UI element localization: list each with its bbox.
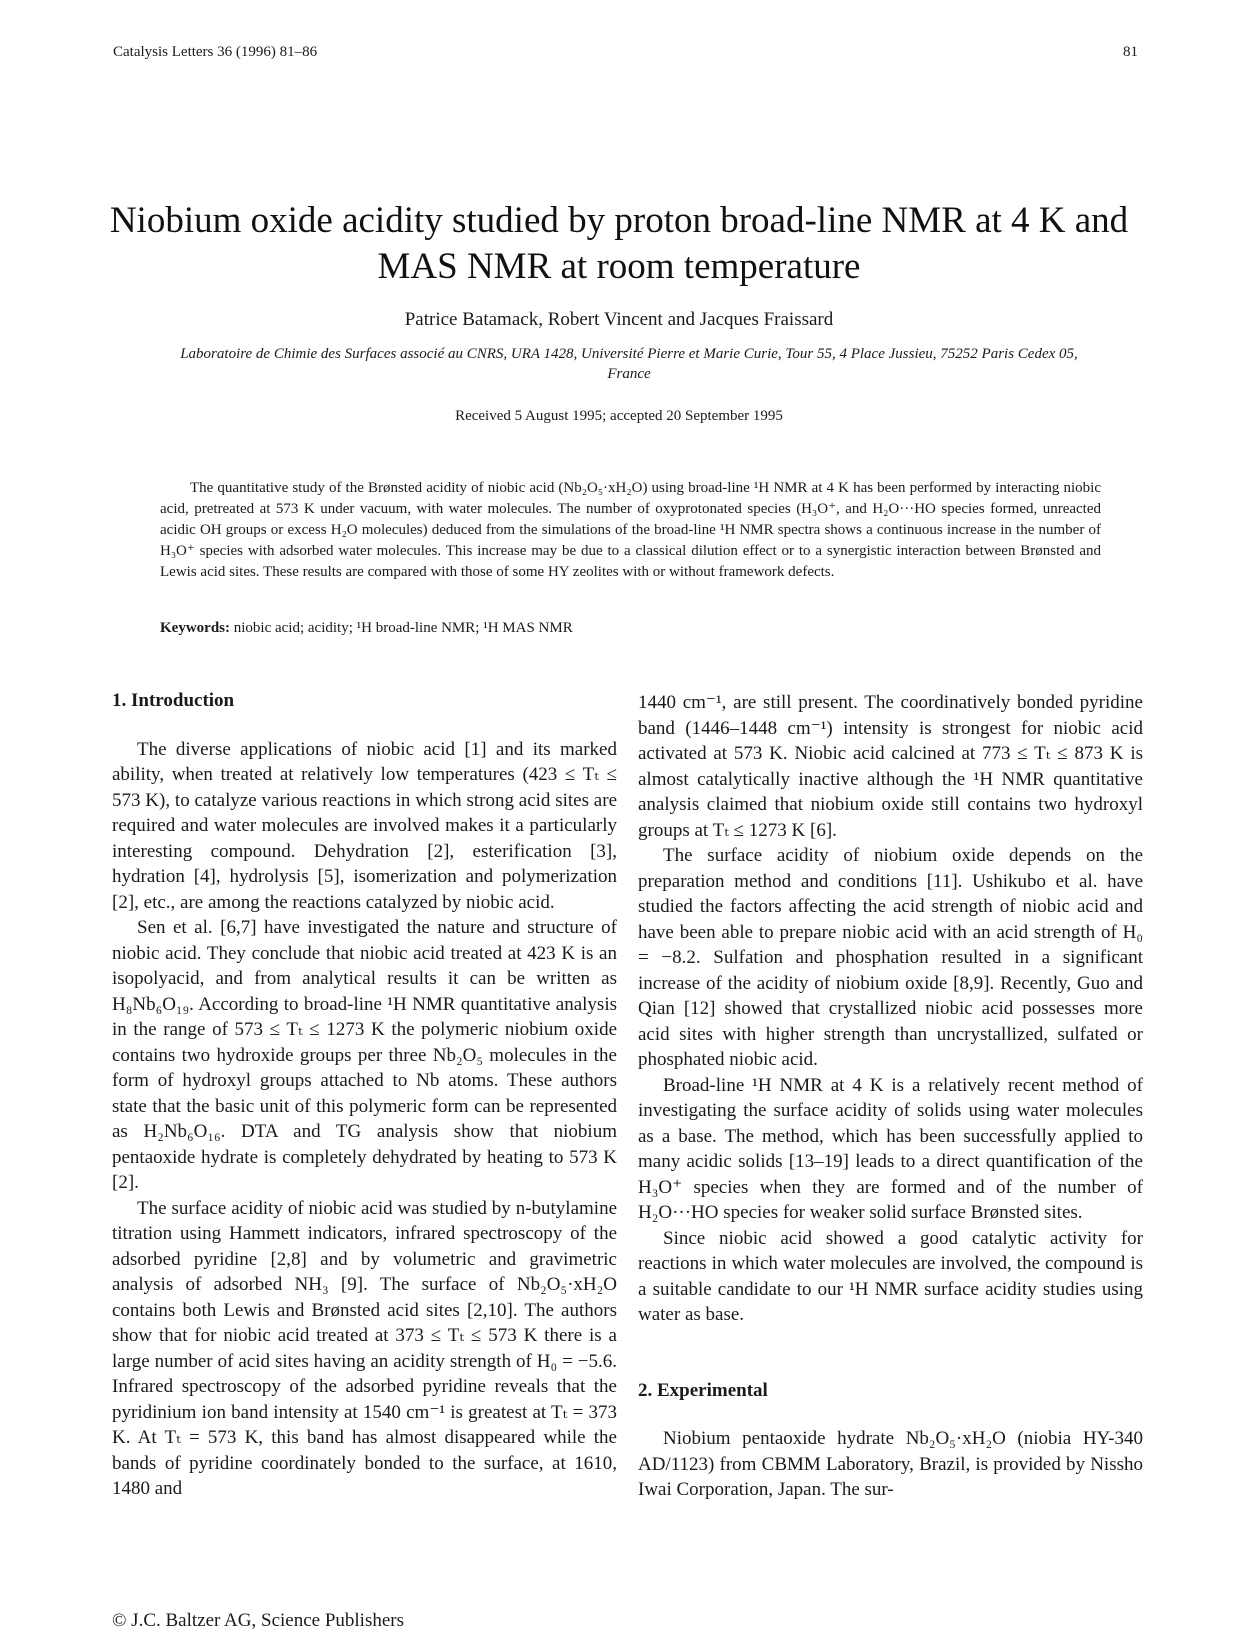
abstract xyxy=(160,478,1101,583)
paper-title: Niobium oxide acidity studied by proton broad-line NMR at 4 K and MAS NMR at room temperature xyxy=(109,200,1129,287)
paragraph: The diverse applications of niobic acid [1] and its marked ability, when treated at relatively low temperatures (423 ≤ Tₜ ≤ 573 K), to catalyze various reactions in which strong acid sites are required and water molecules are involved makes it a particularly interesting compound. Dehydration [2], esterification [3], hydration [4], hydrolysis [5], isomerization and polymerization [2], etc., are among the reactions catalyzed by niobic acid. xyxy=(112,738,617,913)
affiliation: Laboratoire de Chimie des Surfaces associé au CNRS, URA 1428, Université Pierre et Marie Curie, Tour 55, 4 Place Jussieu, 75252 Paris Cedex 05, France xyxy=(180,346,1078,382)
paragraph: Since niobic acid showed a good catalytic activity for reactions in which water molecules are involved, the compound is a suitable candidate to our ¹H NMR surface acidity studies using water as base. xyxy=(638,1227,1143,1325)
publisher-footer: © J.C. Baltzer AG, Science Publishers xyxy=(112,1610,405,1631)
page-number: 81 xyxy=(1123,44,1138,60)
journal-citation: Catalysis Letters 36 (1996) 81–86 xyxy=(113,44,318,60)
authors: Patrice Batamack, Robert Vincent and Jacques Fraissard xyxy=(404,309,834,330)
paragraph: Niobium pentaoxide hydrate Nb₂O₅·xH₂O (niobia HY-340 AD/1123) from CBMM Laboratory, Brazil, is provided by Nissho Iwai Corporation, Japan. The sur- xyxy=(638,1428,1143,1500)
paragraph: The surface acidity of niobic acid was studied by n-butylamine titration using Hammett indicators, infrared spectroscopy of the adsorbed pyridine [2,8] and by volumetric and gravimetric analysis of adsorbed NH₃ [9]. The surface of Nb₂O₅·xH₂O contains both Lewis and Brønsted acid sites [2,10]. The authors show that for niobic acid treated at 373 ≤ Tₜ ≤ 573 K there is a large number of acid sites having an acidity strength of H₀ = −5.6. Infrared spectroscopy of the adsorbed pyridine reveals that the pyridinium ion band intensity at 1540 cm⁻¹ is greatest at Tₜ = 373 K. At Tₜ = 573 K, this band has almost disappeared while the bands of pyridine coordinately bonded to the surface, at 1610, 1480 and xyxy=(112,1197,617,1499)
section-heading-experimental: 2. Experimental xyxy=(638,1379,768,1401)
left-column xyxy=(112,688,617,1502)
received-dates: Received 5 August 1995; accepted 20 September 1995 xyxy=(455,408,783,424)
section-heading-introduction: 1. Introduction xyxy=(112,690,235,711)
paragraph: 1440 cm⁻¹, are still present. The coordinatively bonded pyridine band (1446–1448 cm⁻¹) intensity is strongest for niobic acid activated at 573 K. Niobic acid calcined at 773 ≤ Tₜ ≤ 873 K is almost catalytically inactive although the ¹H NMR quantitative analysis claimed that niobium oxide still contains two hydroxyl groups at Tₜ ≤ 1273 K [6]. xyxy=(638,692,1143,841)
paragraph: The surface acidity of niobium oxide depends on the preparation method and conditions [11]. Ushikubo et al. have studied the factors affecting the acid strength of niobic acid and have been able to prepare niobic acid with an acid strength of H₀ = −8.2. Sulfation and phosphation resulted in a significant increase of the acidity of niobium oxide [8,9]. Recently, Guo and Qian [12] showed that crystallized niobic acid possesses more acid sites with higher strength than uncrystallized, sulfated or phosphated niobic acid. xyxy=(638,845,1143,1070)
abstract-text: The quantitative study of the Brønsted acidity of niobic acid (Nb₂O₅·xH₂O) using broad-line ¹H NMR at 4 K has been performed by interacting niobic acid, pretreated at 573 K under vacuum, with water molecules. The number of oxyprotonated species (H₃O⁺, and H₂O···HO species formed, unreacted acidic OH groups or excess H₂O molecules) deduced from the simulations of the broad-line ¹H NMR spectra shows a continuous increase in the number of H₃O⁺ species with adsorbed water molecules. This increase may be due to a classical dilution effect or to a synergistic interaction between Brønsted and Lewis acid sites. These results are compared with those of some HY zeolites with or without framework defects. xyxy=(160,480,1101,580)
keywords-text: niobic acid; acidity; ¹H broad-line NMR; ¹H MAS NMR xyxy=(230,620,573,636)
keywords xyxy=(160,620,1101,637)
right-column xyxy=(638,690,1143,1503)
paragraph: Sen et al. [6,7] have investigated the nature and structure of niobic acid. They conclude that niobic acid treated at 423 K is an isopolyacid, and from analytical results it can be written as H₈Nb₆O₁₉. According to broad-line ¹H NMR quantitative analysis in the range of 573 ≤ Tₜ ≤ 1273 K the polymeric niobium oxide contains two hydroxide groups per three Nb₂O₅ molecules in the form of hydroxyl groups attached to Nb atoms. These authors state that the basic unit of this polymeric form can be represented as H₂Nb₆O₁₆. DTA and TG analysis show that niobium pentaoxide hydrate is completely dehydrated by heating to 573 K [2]. xyxy=(112,917,617,1193)
paragraph: Broad-line ¹H NMR at 4 K is a relatively recent method of investigating the surface acidity of solids using water molecules as a base. The method, which has been successfully applied to many acidic solids [13–19] leads to a direct quantification of the H₃O⁺ species when they are formed and of the number of H₂O···HO species for weaker solid surface Brønsted sites. xyxy=(638,1074,1143,1223)
keywords-label: Keywords: xyxy=(160,620,230,636)
running-head xyxy=(113,44,1138,61)
